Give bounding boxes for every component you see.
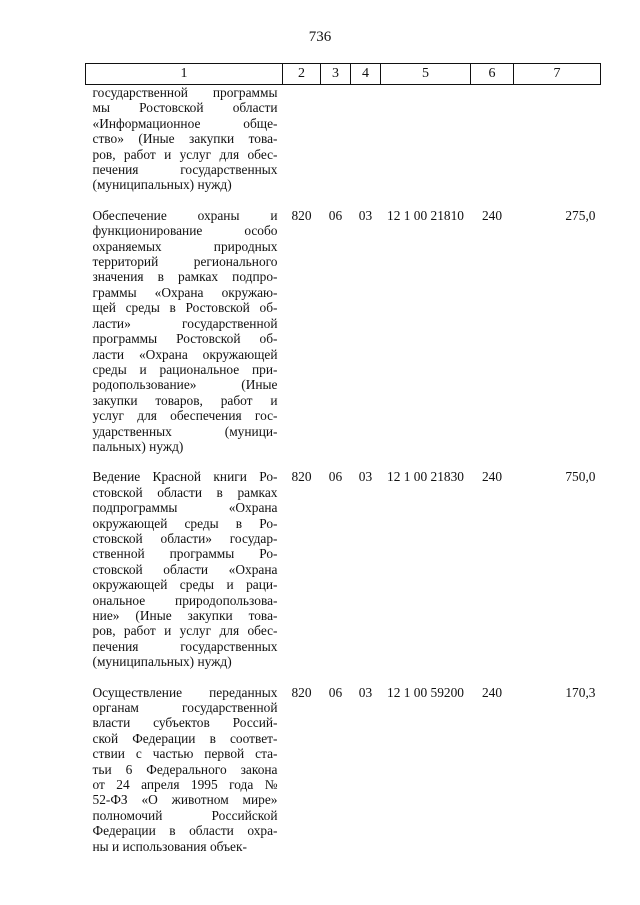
description-line: услуг для обеспечения гос- — [92, 408, 278, 424]
description-line: ние» (Иные закупки това- — [92, 608, 278, 623]
row-expense-type: 240 — [481, 207, 503, 223]
description-line: территорий регионального — [92, 254, 278, 270]
table-row — [86, 204, 601, 466]
budget-table — [85, 63, 601, 865]
description-line: ласти «Охрана окружающей — [92, 346, 278, 362]
description-line: ство» (Иные закупки това- — [92, 131, 278, 147]
header-col-7: 7 — [514, 64, 601, 85]
header-col-3: 3 — [321, 64, 351, 85]
row-subsection — [351, 85, 381, 204]
description-line: печения государственных — [92, 638, 278, 654]
header-col-6: 6 — [471, 64, 514, 85]
description-line: окружающей среды в Ро- — [92, 515, 278, 531]
row-admin-code — [283, 85, 321, 204]
description-line: окружающей среды и раци- — [92, 577, 278, 593]
row-section — [321, 85, 351, 204]
description-line: Осуществление переданных — [92, 684, 278, 700]
row-amount — [514, 85, 601, 204]
row-expense-type — [471, 85, 514, 204]
row-admin-code: 820 — [291, 207, 312, 223]
description-line: Обеспечение охраны и — [92, 207, 278, 223]
description-line: щей среды в Ростовской об- — [92, 300, 278, 316]
description-line: подпрограммы «Охрана — [92, 500, 278, 516]
table-row — [86, 681, 601, 865]
description-line: охраняемых природных — [92, 238, 278, 254]
description-line: родопользование» (Иные — [92, 377, 278, 393]
description-line: полномочий Российской — [92, 807, 278, 823]
row-admin-code: 820 — [291, 469, 312, 485]
row-target-article: 12 1 00 21810 — [387, 207, 464, 223]
description-line: «Информационное обще- — [92, 115, 278, 131]
description-line: ональное природопользова- — [92, 592, 278, 608]
description-line: Федерации в области охра- — [92, 823, 278, 839]
row-description — [86, 681, 283, 865]
description-line: мы Ростовской области — [92, 100, 278, 116]
row-target-article: 12 1 00 21830 — [387, 469, 464, 485]
row-section: 06 — [328, 207, 343, 223]
description-line: ласти» государственной — [92, 315, 278, 331]
row-description — [86, 465, 283, 680]
table-header-row — [86, 64, 601, 85]
row-section: 06 — [328, 469, 343, 485]
header-col-2: 2 — [283, 64, 321, 85]
description-line: закупки товаров, работ и — [92, 392, 278, 408]
description-line: ской Федерации в соответ- — [92, 730, 278, 746]
row-admin-code: 820 — [291, 684, 312, 700]
row-subsection: 03 — [358, 684, 373, 700]
description-line: ствии с частью первой ста- — [92, 746, 278, 762]
row-description — [86, 204, 283, 466]
description-line: ров, работ и услуг для обес- — [92, 623, 278, 639]
page-number: 736 — [308, 29, 332, 45]
row-subsection: 03 — [358, 207, 373, 223]
row-section: 06 — [328, 684, 343, 700]
table-row — [86, 465, 601, 680]
header-col-5: 5 — [381, 64, 471, 85]
description-line: среды и рациональное при- — [92, 361, 278, 377]
header-col-1: 1 — [86, 64, 283, 85]
description-line: органам государственной — [92, 700, 278, 716]
description-line: функционирование особо — [92, 223, 278, 239]
description-line: пальных) нужд) — [92, 438, 184, 454]
row-target-article: 12 1 00 59200 — [387, 684, 464, 700]
row-amount: 750,0 — [565, 469, 596, 485]
description-line: (муниципальных) нужд) — [92, 177, 232, 193]
description-line: ны и использования объек- — [92, 838, 247, 854]
description-line: программы Ростовской об- — [92, 331, 278, 347]
row-amount: 275,0 — [565, 207, 596, 223]
description-line: ственной программы Ро- — [92, 546, 278, 562]
description-line: стовской области в рамках — [92, 484, 278, 500]
row-target-article — [381, 85, 471, 204]
description-line: тьи 6 Федерального закона — [92, 761, 278, 777]
description-line: (муниципальных) нужд) — [92, 654, 232, 670]
description-line: государственной программы — [92, 85, 278, 100]
row-expense-type: 240 — [481, 469, 503, 485]
description-line: ударственных (муници- — [92, 423, 278, 439]
row-description — [86, 85, 283, 204]
description-line: печения государственных — [92, 162, 278, 178]
description-line: Ведение Красной книги Ро- — [92, 469, 278, 485]
description-line: власти субъектов Россий- — [92, 715, 278, 731]
description-line: стовской области «Охрана — [92, 561, 278, 577]
row-expense-type: 240 — [481, 684, 503, 700]
description-line: от 24 апреля 1995 года № — [92, 777, 278, 793]
row-subsection: 03 — [358, 469, 373, 485]
description-line: граммы «Охрана окружаю- — [92, 284, 278, 300]
table-row — [86, 85, 601, 204]
description-line: ров, работ и услуг для обес- — [92, 146, 278, 162]
description-line: 52-ФЗ «О животном мире» — [92, 792, 278, 808]
header-col-4: 4 — [351, 64, 381, 85]
row-amount: 170,3 — [565, 684, 596, 700]
description-line: стовской области» государ- — [92, 530, 278, 546]
description-line: значения в рамках подпро- — [92, 269, 278, 285]
